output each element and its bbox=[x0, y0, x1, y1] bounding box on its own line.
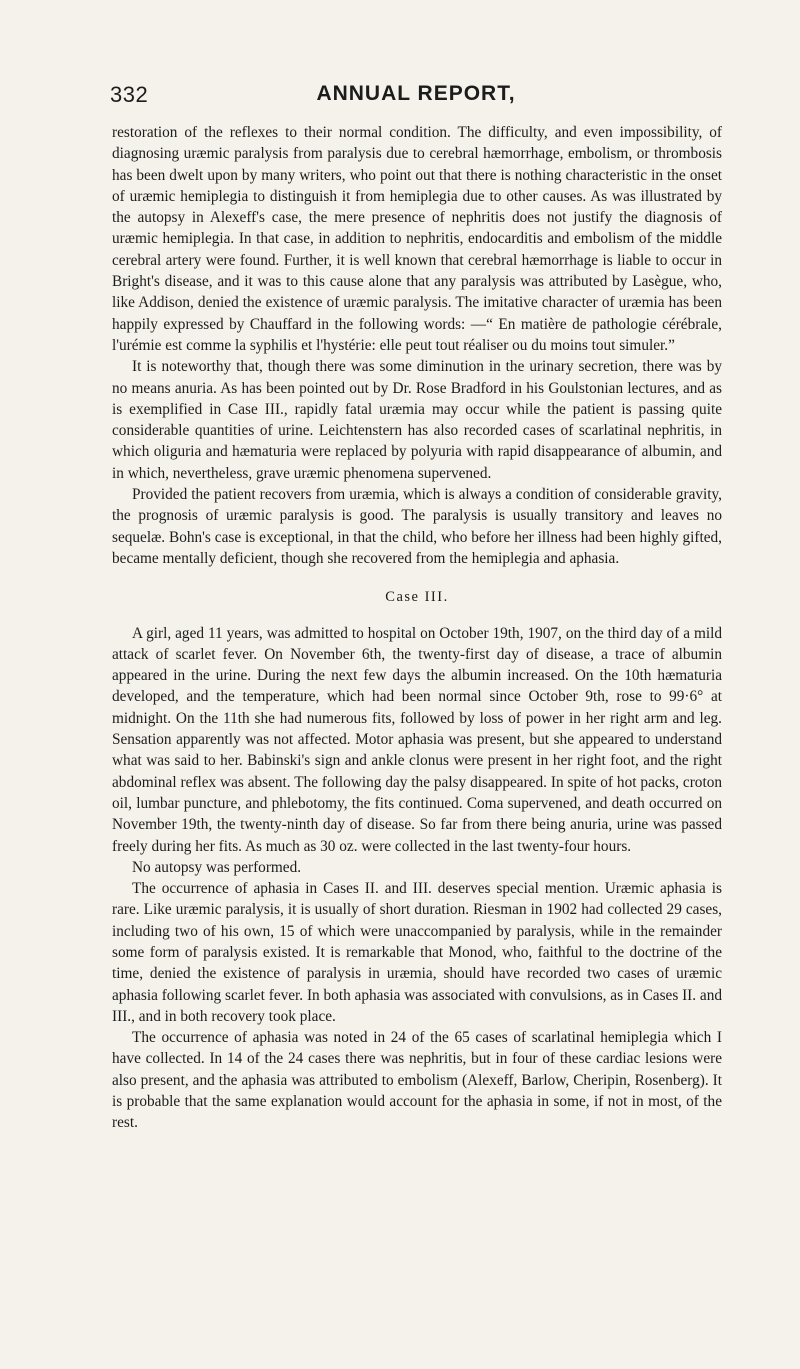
paragraph: It is noteworthy that, though there was some diminution in the urinary secretion, there was by no means anuria. As has been pointed out by Dr. Rose Bradford in his Goulstonian lectures, and as is exemplified in Case III., rapidly fatal uræmia may occur while the patient is passing quite considerable quantities of urine. Leichtenstern has also recorded cases of scarlatinal nephritis, in which oliguria and hæmaturia were replaced by polyuria with rapid disappearance of albumin, and in which, nevertheless, grave uræmic phenomena supervened. bbox=[112, 358, 722, 482]
page-number: 332 bbox=[110, 82, 149, 107]
body-text bbox=[112, 122, 722, 1134]
page-header bbox=[110, 82, 722, 122]
case-heading: Case III. bbox=[385, 589, 449, 606]
paragraph: The occurrence of aphasia was noted in 24 of the 65 cases of scarlatinal hemiplegia which I have collected. In 14 of the 24 cases there was nephritis, but in four of these cardiac lesions were also present, and the aphasia was attributed to embolism (Alexeff, Barlow, Cheripin, Rosenberg). It is probable that the same explanation would account for the aphasia in some, if not in most, of the rest. bbox=[112, 1029, 722, 1132]
running-head: ANNUAL REPORT, bbox=[316, 82, 516, 105]
paragraph: No autopsy was performed. bbox=[132, 858, 302, 876]
paragraph: restoration of the reflexes to their normal condition. The difficulty, and even impossibility, of diagnosing uræmic paralysis from paralysis due to cerebral hæmorrhage, embolism, or thrombosis has been dwelt upon by many writers, who point out that there is nothing characteristic in the onset of uræmic hemiplegia to distinguish it from hemiplegia due to other causes. As was illustrated by the autopsy in Alexeff's case, the mere presence of nephritis does not justify the diagnosis of uræmic hemiplegia. In that case, in addition to nephritis, endocarditis and embolism of the middle cerebral artery were found. Further, it is well known that cerebral hæmorrhage is liable to occur in Bright's disease, and it was to this cause alone that any paralysis was attributed by Lasègue, who, like Addison, denied the existence of uræmic paralysis. The imitative character of uræmia has been happily expressed by Chauffard in the following words: —“ En matière de pathologie cérébrale, l'urémie est comme la syphilis et l'hystérie: elle peut tout réaliser ou du moins tout simuler.” bbox=[112, 124, 722, 354]
paragraph: A girl, aged 11 years, was admitted to hospital on October 19th, 1907, on the third day of a mild attack of scarlet fever. On November 6th, the twenty-first day of disease, a trace of albumin appeared in the urine. During the next few days the albumin increased. On the 10th hæmaturia developed, and the temperature, which had been normal since October 9th, rose to 99·6° at midnight. On the 11th she had numerous fits, followed by loss of power in her right arm and leg. Sensation apparently was not affected. Motor aphasia was present, but she appeared to understand what was said to her. Babinski's sign and ankle clonus were present in her right foot, and the right abdominal reflex was absent. The following day the palsy disappeared. In spite of hot packs, croton oil, lumbar puncture, and phlebotomy, the fits continued. Coma supervened, and death occurred on November 19th, the twenty-ninth day of disease. So far from there being anuria, urine was passed freely during her fits. As much as 30 oz. were collected in the last twenty-four hours. bbox=[112, 624, 722, 855]
paragraph: The occurrence of aphasia in Cases II. and III. deserves special mention. Uræmic aphasia is rare. Like uræmic paralysis, it is usually of short duration. Riesman in 1902 had collected 29 cases, including two of his own, 15 of which were unaccompanied by paralysis, while in the remainder some form of paralysis existed. It is remarkable that Monod, who, faithful to the doctrine of the time, denied the existence of paralysis in uræmia, should have recorded two cases of uræmic aphasia following scarlet fever. In both aphasia was associated with convulsions, as in Cases II. and III., and in both recovery took place. bbox=[112, 880, 723, 1025]
paragraph: Provided the patient recovers from uræmia, which is always a condition of considerable gravity, the prognosis of uræmic paralysis is good. The paralysis is usually transitory and leaves no sequelæ. Bohn's case is exceptional, in that the child, who before her illness had been highly gifted, became mentally deficient, though she recovered from the hemiplegia and aphasia. bbox=[112, 486, 722, 567]
